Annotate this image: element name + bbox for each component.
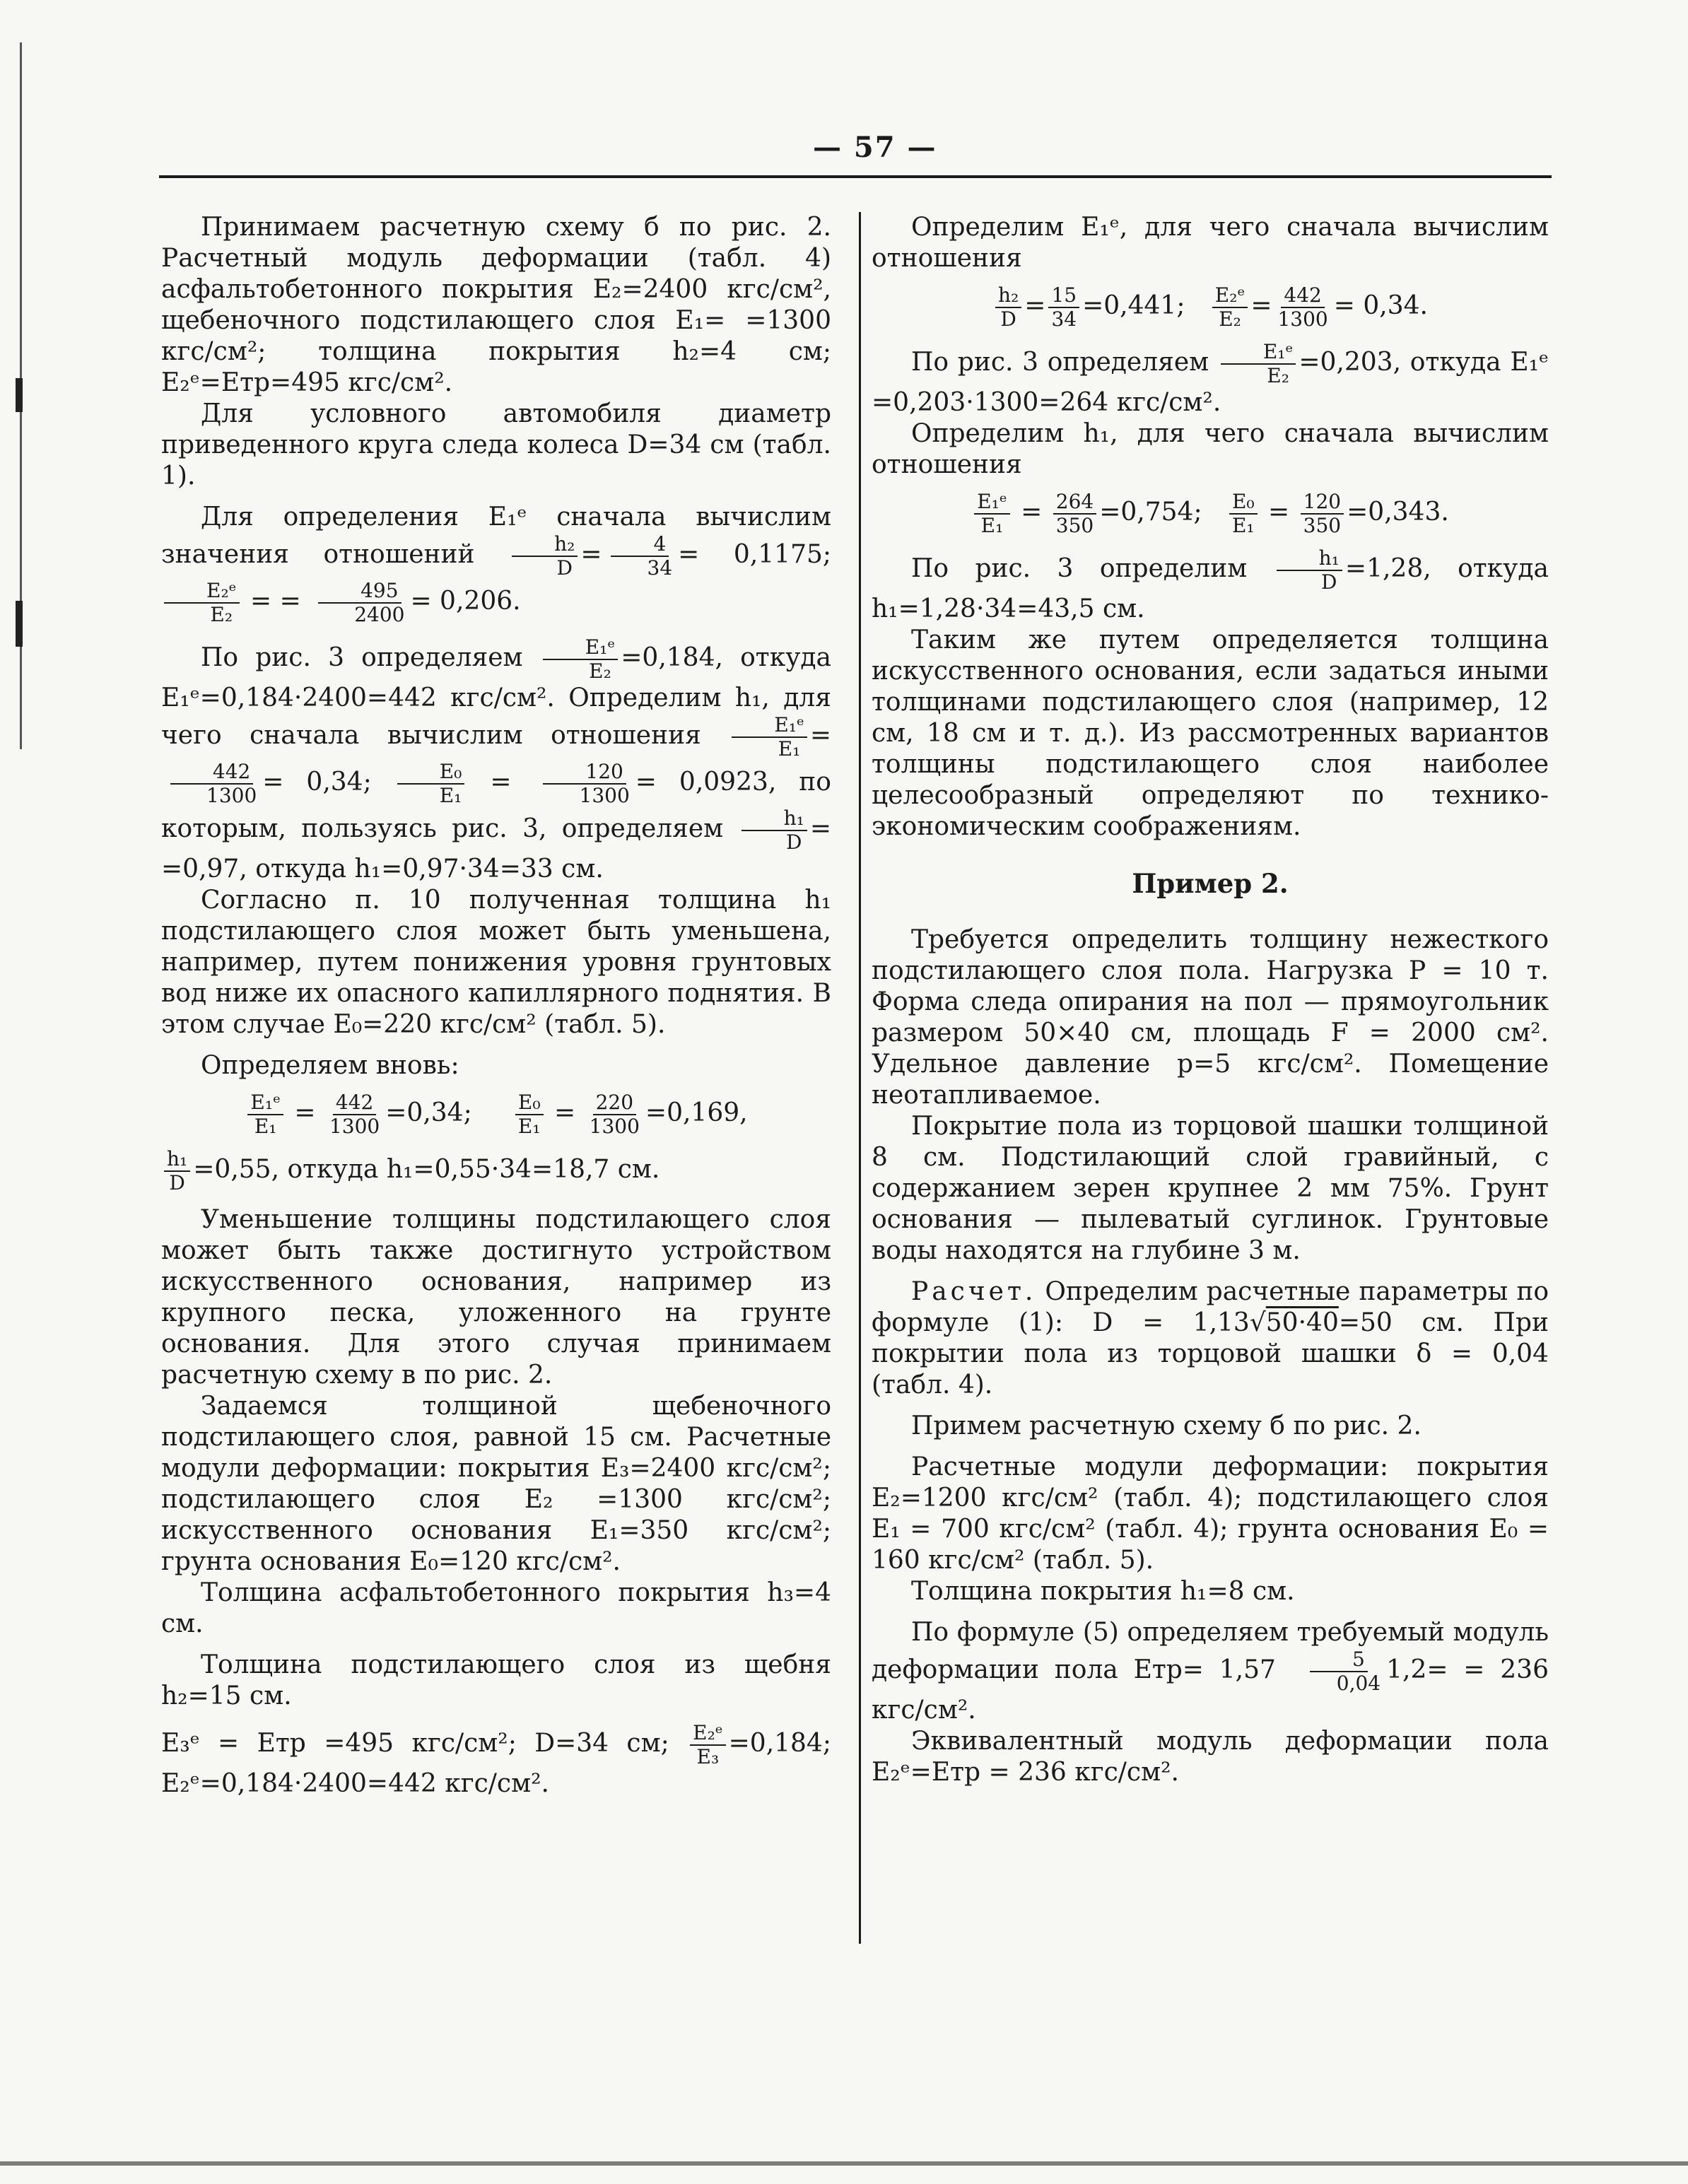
paragraph: Для условного автомобиля диаметр приведенного круга следа колеса D=34 см (табл. 1).: [161, 399, 831, 491]
paragraph: Принимаем расчетную схему б по рис. 2. Расчетный модуль деформации (табл. 4) асфальтобетонного покрытия E₂=2400 кгс/см², щебеночного подстилающего слоя E₁= =1300 кгс/см²; толщина покрытия h₂=4 см; E₂ᵉ=Eтр=495 кгс/см².: [161, 213, 831, 397]
paragraph: По рис. 3 определяем $\frac{\text{E₁ᵉ}}{\text{E₂}}$ =0,184, откуда E₁ᵉ=0,184·2400=442 кгс/см². Определим h₁, для чего сначала вычислим отношения $\frac{\text{E₁ᵉ}}{\text{E₁}}$ = $\frac{442}{1300}$ = 0,34; $\frac{\text{E₀}}{\text{E₁}}$ = $\frac{120}{1300}$ = 0,0923, по которым, пользуясь рис. 3, определяем $\frac{\text{h₁}}{D}$ = =0,97, откуда h₁=0,97·34=33 см.: [161, 635, 831, 883]
paragraph: Задаемся толщиной щебеночного подстилающего слоя, равной 15 см. Расчетные модули деформации: покрытия E₃=2400 кгс/см²; подстилающего слоя E₂ =1300 кгс/см²; искусственного основания E₁=350 кгс/см²; грунта основания E₀=120 кгс/см².: [161, 1392, 831, 1576]
paragraph: Согласно п. 10 полученная толщина h₁ подстилающего слоя может быть уменьшена, например, путем понижения уровня грунтовых вод ниже их опасного капиллярного поднятия. В этом случае E₀=220 кгс/см² (табл. 5).: [161, 886, 831, 1039]
formula: $\frac{\text{h₂}}{D}$ = $\frac{15}{34}$ =0,441; $\frac{\text{E₂ᵉ}}{\text{E₂}}$ = $\frac{442}{1300}$ = 0,34.: [872, 284, 1549, 331]
paragraph: Эквивалентный модуль деформации пола E₂ᵉ=Eтр = 236 кгс/см².: [872, 1727, 1549, 1787]
paragraph: По рис. 3 определим $\frac{\text{h₁}}{D}$ =1,28, откуда h₁=1,28·34=43,5 см.: [872, 546, 1549, 623]
paragraph: Расчет. Определим расчетные параметры по формуле (1): D = 1,13√50·40=50 см. При покрытии пола из торцовой шашки δ = 0,04 (табл. 4).: [872, 1277, 1549, 1399]
paragraph: Толщина покрытия h₁=8 см.: [911, 1577, 1295, 1606]
scan-edge: [0, 2161, 1688, 2166]
paragraph: Толщина асфальтобетонного покрытия h₃=4 см.: [161, 1578, 831, 1638]
paragraph: Расчетные модули деформации: покрытия E₂=1200 кгс/см² (табл. 4); подстилающего слоя E₁ = 700 кгс/см² (табл. 4); грунта основания E₀ = 160 кгс/см² (табл. 5).: [872, 1452, 1549, 1575]
paragraph: Таким же путем определяется толщина искусственного основания, если задаться иными толщинами подстилающего слоя (например, 12 см, 18 см и т. д.). Из рассмотренных вариантов толщины подстилающего слоя наиболее целесообразный определяют по технико-экономическим соображениям.: [872, 626, 1549, 841]
right-column: [872, 212, 1549, 1788]
paragraph: Определяем вновь:: [201, 1051, 459, 1080]
paragraph: Примем расчетную схему б по рис. 2.: [911, 1411, 1422, 1440]
formula: $\frac{\text{E₁ᵉ}}{\text{E₁}}$ = $\frac{264}{350}$ =0,754; $\frac{\text{E₀}}{\text{E₁}}$ = $\frac{120}{350}$ =0,343.: [872, 491, 1549, 537]
left-column: [161, 212, 831, 1800]
section-heading: Пример 2.: [1132, 868, 1289, 899]
formula: E₃ᵉ = Eтр =495 кгс/см²; D=34 см; $\frac{\text{E₂ᵉ}}{\text{E₃}}$ =0,184; E₂ᵉ=0,184·2400=442 кгс/см².: [161, 1721, 831, 1798]
header-rule: [159, 175, 1552, 178]
ink-mark: [16, 601, 23, 647]
column-divider: [859, 212, 861, 1944]
paragraph: Толщина подстилающего слоя из щебня h₂=15 см.: [161, 1650, 831, 1710]
page-number: — 57 —: [813, 131, 937, 164]
formula: $\frac{\text{E₁ᵉ}}{\text{E₁}}$ = $\frac{442}{1300}$ =0,34; $\frac{\text{E₀}}{\text{E₁}}$ = $\frac{220}{1300}$ =0,169,: [161, 1091, 831, 1138]
paragraph: По рис. 3 определяем $\frac{\text{E₁ᵉ}}{\text{E₂}}$ =0,203, откуда E₁ᵉ =0,203·1300=264 кгс/см².: [872, 340, 1549, 417]
paragraph: Для определения E₁ᵉ сначала вычислим значения отношений $\frac{\text{h₂}}{D}$ = $\frac{4}{34}$ = 0,1175; $\frac{\text{E₂ᵉ}}{\text{E₂}}$ = = $\frac{495}{2400}$ = 0,206.: [161, 503, 832, 626]
formula: $\frac{\text{h₁}}{D}$ =0,55, откуда h₁=0,55·34=18,7 см.: [161, 1148, 831, 1194]
paragraph: Определим h₁, для чего сначала вычислим отношения: [872, 419, 1549, 479]
paragraph: Уменьшение толщины подстилающего слоя может быть также достигнуто устройством искусственного основания, например из крупного песка, уложенного на грунте основания. Для этого случая принимаем расчетную схему в по рис. 2.: [161, 1205, 831, 1390]
paragraph: Покрытие пола из торцовой шашки толщиной 8 см. Подстилающий слой гравийный, с содержанием зерен крупнее 2 мм 75%. Грунт основания — пылеватый суглинок. Грунтовые воды находятся на глубине 3 м.: [872, 1112, 1549, 1265]
paragraph: Требуется определить толщину нежесткого подстилающего слоя пола. Нагрузка P = 10 т. Форма следа опирания на пол — прямоугольник размером 50×40 см, площадь F = 2000 см². Удельное давление p=5 кгс/см². Помещение неотапливаемое.: [872, 925, 1549, 1110]
paragraph: По формуле (5) определяем требуемый модуль деформации пола Eтр= 1,57 $\frac{5}{0,04}$ 1,2= = 236 кгс/см².: [872, 1618, 1549, 1725]
paragraph: Определим E₁ᵉ, для чего сначала вычислим отношения: [872, 213, 1549, 273]
ink-mark: [16, 378, 23, 412]
